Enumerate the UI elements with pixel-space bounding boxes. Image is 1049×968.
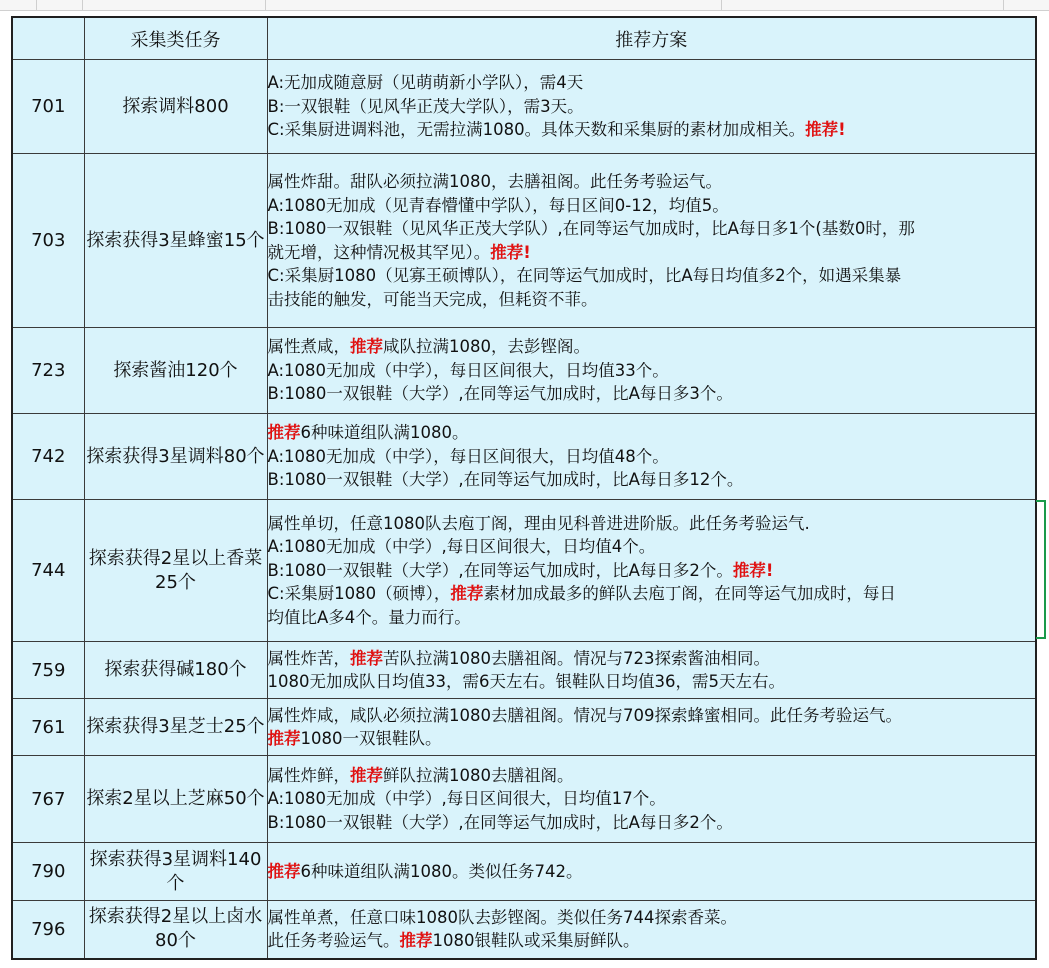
plan-line xyxy=(268,445,1036,469)
plan-text: 击技能的触发，可能当天完成，但耗资不菲。 xyxy=(267,289,598,309)
plan-line xyxy=(268,264,1036,288)
table-row xyxy=(12,60,1036,154)
plan-text: B:1080一双银鞋（大学）,在同等运气加成时，比A每日多3个。 xyxy=(267,384,733,404)
recommend-label: 推荐 xyxy=(350,337,383,357)
plan-text: C:采集厨1080（硕博）， xyxy=(267,584,451,604)
plan-text: B:1080一双银鞋（大学）,在同等运气加成时，比A每日多12个。 xyxy=(267,470,744,490)
plan-line xyxy=(268,241,1036,265)
plan-text: 就无增，这种情况极其罕见）。 xyxy=(267,242,491,262)
plan-line xyxy=(268,787,1036,811)
recommend-label: 推荐 xyxy=(267,861,301,881)
plan-line xyxy=(268,217,1036,241)
table-row xyxy=(12,843,1036,901)
task-id-cell[interactable]: 759 xyxy=(12,642,84,699)
plan-text: 1080无加成队日均值33，需6天左右。银鞋队日均值36，需5天左右。 xyxy=(267,672,785,691)
task-name-cell[interactable]: 探索获得3星芝士25个 xyxy=(84,699,267,756)
table-row xyxy=(12,154,1036,328)
task-name-cell[interactable]: 探索获得3星蜂蜜15个 xyxy=(84,154,267,328)
plan-text: 苦队拉满1080去膳祖阁。情况与723探索酱油相同。 xyxy=(383,648,770,668)
plan-line xyxy=(268,559,1036,583)
plan-text: 咸队拉满1080，去彭铿阁。 xyxy=(383,337,590,357)
plan-text: A:1080无加成（中学）,每日区间很大，日均值4个。 xyxy=(267,537,656,557)
plan-text: A:无加成随意厨（见萌萌新小学队），需4天 xyxy=(267,73,584,93)
plan-line xyxy=(268,421,1036,445)
task-id-cell[interactable]: 701 xyxy=(12,60,84,154)
plan-line xyxy=(268,118,1036,142)
task-id-cell[interactable]: 767 xyxy=(12,756,84,843)
plan-text: B:1080一双银鞋（大学）,在同等运气加成时，比A每日多2个。 xyxy=(267,812,733,832)
plan-line xyxy=(268,906,1036,930)
plan-line xyxy=(268,606,1036,630)
plan-text: 属性炸甜。甜队必须拉满1080，去膳祖阁。此任务考验运气。 xyxy=(267,172,722,191)
task-id-cell[interactable]: 761 xyxy=(12,699,84,756)
recommend-label: 推荐 xyxy=(267,423,301,443)
plan-text: 6种味道组队满1080。类似任务742。 xyxy=(300,861,583,881)
plan-cell[interactable] xyxy=(267,642,1036,699)
task-name-cell[interactable]: 探索获得2星以上卤水80个 xyxy=(84,901,267,959)
plan-text: 1080一双银鞋队。 xyxy=(300,729,442,748)
recommend-label: 推荐! xyxy=(490,242,531,262)
plan-cell[interactable] xyxy=(267,328,1036,414)
plan-text: C:采集厨进调料池，无需拉满1080。具体天数和采集厨的素材加成相关。 xyxy=(267,120,806,140)
plan-line xyxy=(268,727,1036,751)
plan-cell[interactable] xyxy=(267,843,1036,901)
task-id-cell[interactable]: 744 xyxy=(12,500,84,642)
task-name-cell[interactable]: 探索酱油120个 xyxy=(84,328,267,414)
table-row xyxy=(12,328,1036,414)
plan-text: A:1080无加成（中学）,每日区间很大，日均值17个。 xyxy=(267,789,666,809)
plan-line xyxy=(268,382,1036,406)
plan-text: A:1080无加成（中学），每日区间很大，日均值48个。 xyxy=(267,446,669,466)
task-name-cell[interactable]: 探索获得碱180个 xyxy=(84,642,267,699)
plan-line xyxy=(268,764,1036,788)
plan-line xyxy=(268,170,1036,194)
plan-line xyxy=(268,71,1036,95)
header-id-cell[interactable] xyxy=(12,17,84,60)
column-header-strip xyxy=(0,0,1049,11)
plan-text: 属性单切，任意1080队去庖丁阁，理由见科普进进阶版。此任务考验运气. xyxy=(267,513,810,533)
plan-line xyxy=(268,194,1036,218)
task-name-cell[interactable]: 探索获得3星调料140个 xyxy=(84,843,267,901)
plan-cell[interactable] xyxy=(267,901,1036,959)
table-row xyxy=(12,756,1036,843)
plan-text: B:1080一双银鞋（见风华正茂大学队）,在同等运气加成时，比A每日多1个(基数0时，那 xyxy=(267,219,915,238)
recommend-label: 推荐! xyxy=(805,120,846,140)
plan-line xyxy=(268,335,1036,359)
recommend-label: 推荐 xyxy=(450,584,484,604)
plan-line xyxy=(268,535,1036,559)
plan-text: 6种味道组队满1080。 xyxy=(300,423,469,443)
plan-line xyxy=(268,95,1036,119)
plan-line xyxy=(268,670,1036,694)
table-row xyxy=(12,901,1036,959)
plan-line xyxy=(268,582,1036,606)
plan-text: B:1080一双银鞋（大学）,在同等运气加成时，比A每日多2个。 xyxy=(267,560,733,580)
plan-text: 素材加成最多的鲜队去庖丁阁，在同等运气加成时，每日 xyxy=(483,584,896,604)
table-row xyxy=(12,699,1036,756)
recommend-label: 推荐 xyxy=(267,729,301,748)
plan-cell[interactable] xyxy=(267,699,1036,756)
plan-text: A:1080无加成（中学），每日区间很大，日均值33个。 xyxy=(267,360,669,380)
header-task-cell[interactable]: 采集类任务 xyxy=(84,17,267,60)
plan-line xyxy=(268,704,1036,728)
plan-line xyxy=(268,811,1036,835)
task-name-cell[interactable]: 探索获得3星调料80个 xyxy=(84,414,267,500)
plan-text: B:一双银鞋（见风华正茂大学队），需3天。 xyxy=(267,96,584,116)
plan-cell[interactable] xyxy=(267,500,1036,642)
task-id-cell[interactable]: 703 xyxy=(12,154,84,328)
header-row xyxy=(12,17,1036,60)
plan-text: 1080银鞋队或采集厨鲜队。 xyxy=(432,931,640,951)
plan-cell[interactable] xyxy=(267,756,1036,843)
plan-line xyxy=(268,288,1036,312)
task-id-cell[interactable]: 796 xyxy=(12,901,84,959)
plan-text: 均值比A多4个。量力而行。 xyxy=(267,607,471,627)
plan-text: 属性单煮，任意口味1080队去彭铿阁。类似任务744探索香菜。 xyxy=(267,907,737,927)
cell-selection-indicator xyxy=(1036,500,1046,639)
table-row xyxy=(12,500,1036,642)
plan-line xyxy=(268,512,1036,536)
plan-text: 此任务考验运气。 xyxy=(267,931,400,951)
task-name-cell[interactable]: 探索2星以上芝麻50个 xyxy=(84,756,267,843)
task-id-cell[interactable]: 742 xyxy=(12,414,84,500)
plan-text: 属性炸咸，咸队必须拉满1080去膳祖阁。情况与709探索蜂蜜相同。此任务考验运气。 xyxy=(267,705,902,725)
table-row xyxy=(12,414,1036,500)
task-id-cell[interactable]: 723 xyxy=(12,328,84,414)
plan-cell[interactable] xyxy=(267,414,1036,500)
plan-cell[interactable] xyxy=(267,154,1036,328)
recommend-label: 推荐 xyxy=(350,648,383,668)
plan-text: 属性炸苦， xyxy=(267,648,350,668)
header-plan-cell[interactable]: 推荐方案 xyxy=(267,17,1036,60)
plan-text: 属性煮咸， xyxy=(267,337,350,357)
recommend-label: 推荐 xyxy=(350,765,383,785)
plan-cell[interactable] xyxy=(267,60,1036,154)
recommend-label: 推荐 xyxy=(399,931,433,951)
task-recommendation-table xyxy=(11,16,1037,960)
plan-line xyxy=(268,929,1036,953)
plan-line xyxy=(268,468,1036,492)
plan-line xyxy=(268,647,1036,671)
plan-line xyxy=(268,860,1036,884)
task-name-cell[interactable]: 探索获得2星以上香菜25个 xyxy=(84,500,267,642)
task-name-cell[interactable]: 探索调料800 xyxy=(84,60,267,154)
plan-text: C:采集厨1080（见寡王硕博队），在同等运气加成时，比A每日均值多2个，如遇采集暴 xyxy=(267,266,902,285)
plan-text: 鲜队拉满1080去膳祖阁。 xyxy=(383,765,574,785)
plan-text: 属性炸鲜， xyxy=(267,765,350,785)
plan-line xyxy=(268,359,1036,383)
task-id-cell[interactable]: 790 xyxy=(12,843,84,901)
table-row xyxy=(12,642,1036,699)
recommend-label: 推荐! xyxy=(732,560,774,580)
plan-text: A:1080无加成（见青春懵懂中学队），每日区间0-12，均值5。 xyxy=(267,195,729,215)
